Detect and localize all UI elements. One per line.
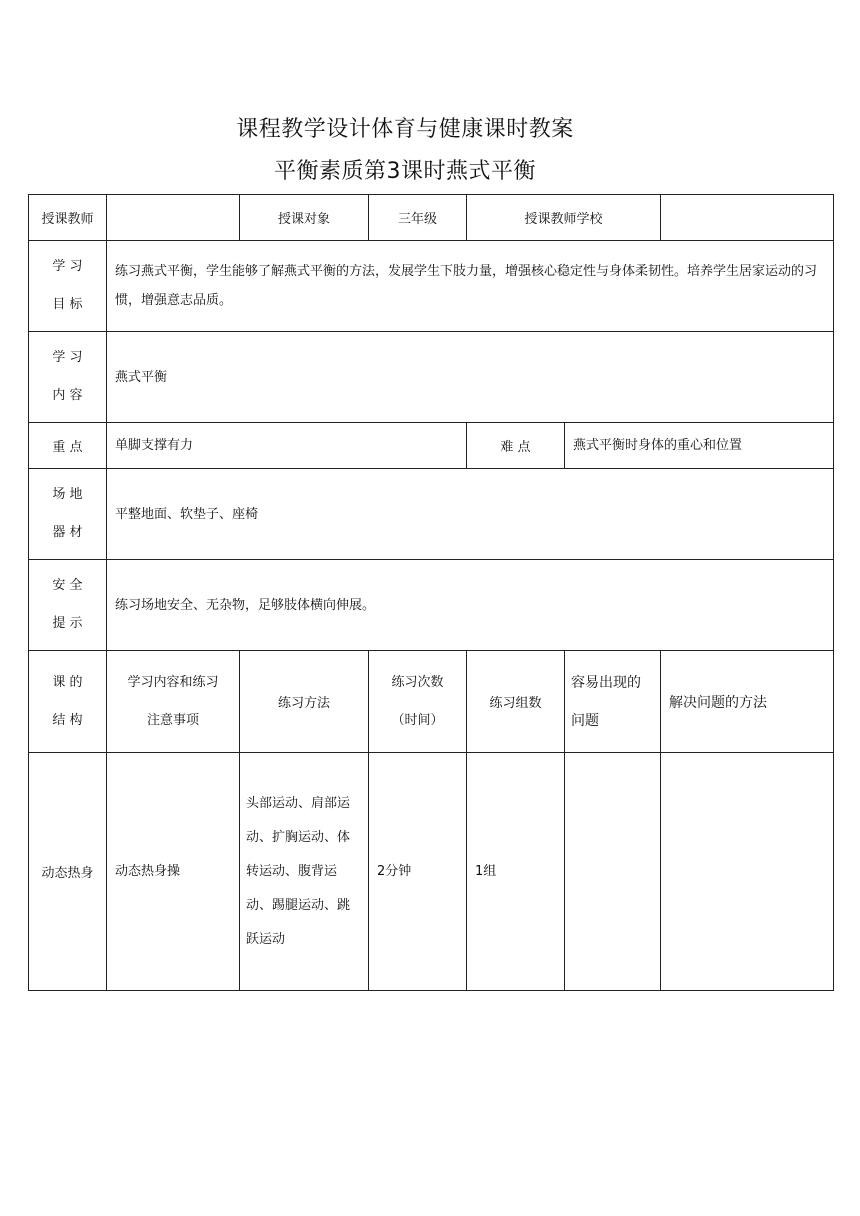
teacher-value	[107, 195, 240, 241]
structure-col4-header	[369, 651, 467, 753]
structure-col1-line1: 课 的	[52, 674, 83, 690]
solutions-cell	[661, 753, 834, 991]
school-label: 授课教师学校	[467, 195, 661, 241]
structure-col5-header: 练习组数	[467, 651, 565, 753]
structure-col2-line2: 注意事项	[146, 712, 199, 728]
structure-col6-line1: 容易出现的	[571, 674, 641, 691]
safety-text: 练习场地安全、无杂物，足够肢体横向伸展。	[107, 560, 834, 651]
structure-col6-line2: 问题	[571, 712, 599, 729]
target-label: 授课对象	[240, 195, 369, 241]
sets-cell: 1组	[467, 753, 565, 991]
structure-col4-line1: 练习次数	[391, 674, 444, 690]
structure-header-row	[29, 651, 834, 753]
safety-label-line1: 安 全	[52, 578, 83, 593]
objectives-row	[29, 241, 834, 332]
teacher-label: 授课教师	[29, 195, 107, 241]
content-text: 燕式平衡	[107, 332, 834, 423]
safety-label-line2: 提 示	[52, 616, 83, 631]
structure-col1-line2: 结 构	[52, 712, 83, 728]
difficulty-label: 难 点	[467, 423, 565, 469]
table-row	[29, 753, 834, 991]
key-points-row	[29, 423, 834, 469]
objectives-text: 练习燕式平衡，学生能够了解燕式平衡的方法，发展学生下肢力量，增强核心稳定性与身体柔韧性。培养学生居家运动的习惯，增强意志品质。	[107, 241, 834, 332]
problems-cell	[565, 753, 661, 991]
content-row	[29, 332, 834, 423]
page-title: 课程教学设计体育与健康课时教案	[236, 117, 574, 142]
venue-label	[29, 469, 107, 560]
structure-col1-header	[29, 651, 107, 753]
objectives-label-line1: 学 习	[52, 259, 83, 274]
target-value: 三年级	[369, 195, 467, 241]
content-cell: 动态热身操	[107, 753, 240, 991]
venue-label-line1: 场 地	[52, 487, 83, 502]
structure-col2-header	[107, 651, 240, 753]
structure-col2-line1: 学习内容和练习	[127, 674, 219, 690]
objectives-label-line2: 目 标	[52, 297, 83, 312]
structure-col3-header: 练习方法	[240, 651, 369, 753]
page-subtitle: 平衡素质第3课时燕式平衡	[274, 159, 536, 184]
key-text: 单脚支撑有力	[107, 423, 467, 469]
lesson-plan-table	[28, 194, 834, 991]
objectives-label	[29, 241, 107, 332]
stage-cell: 动态热身	[29, 753, 107, 991]
content-label-line1: 学 习	[52, 350, 83, 365]
method-cell: 头部运动、肩部运动、扩胸运动、体转运动、腹背运动、踢腿运动、跳跃运动	[240, 753, 369, 991]
time-cell: 2分钟	[369, 753, 467, 991]
key-label: 重 点	[29, 423, 107, 469]
difficulty-text: 燕式平衡时身体的重心和位置	[565, 423, 834, 469]
content-label	[29, 332, 107, 423]
school-value	[661, 195, 834, 241]
safety-label	[29, 560, 107, 651]
structure-col6-header	[565, 651, 661, 753]
structure-col7-header: 解决问题的方法	[661, 651, 834, 753]
venue-label-line2: 器 材	[52, 525, 83, 540]
venue-text: 平整地面、软垫子、座椅	[107, 469, 834, 560]
info-row	[29, 195, 834, 241]
structure-col4-line2: （时间）	[391, 712, 444, 728]
content-label-line2: 内 容	[52, 388, 83, 403]
venue-row	[29, 469, 834, 560]
safety-row	[29, 560, 834, 651]
